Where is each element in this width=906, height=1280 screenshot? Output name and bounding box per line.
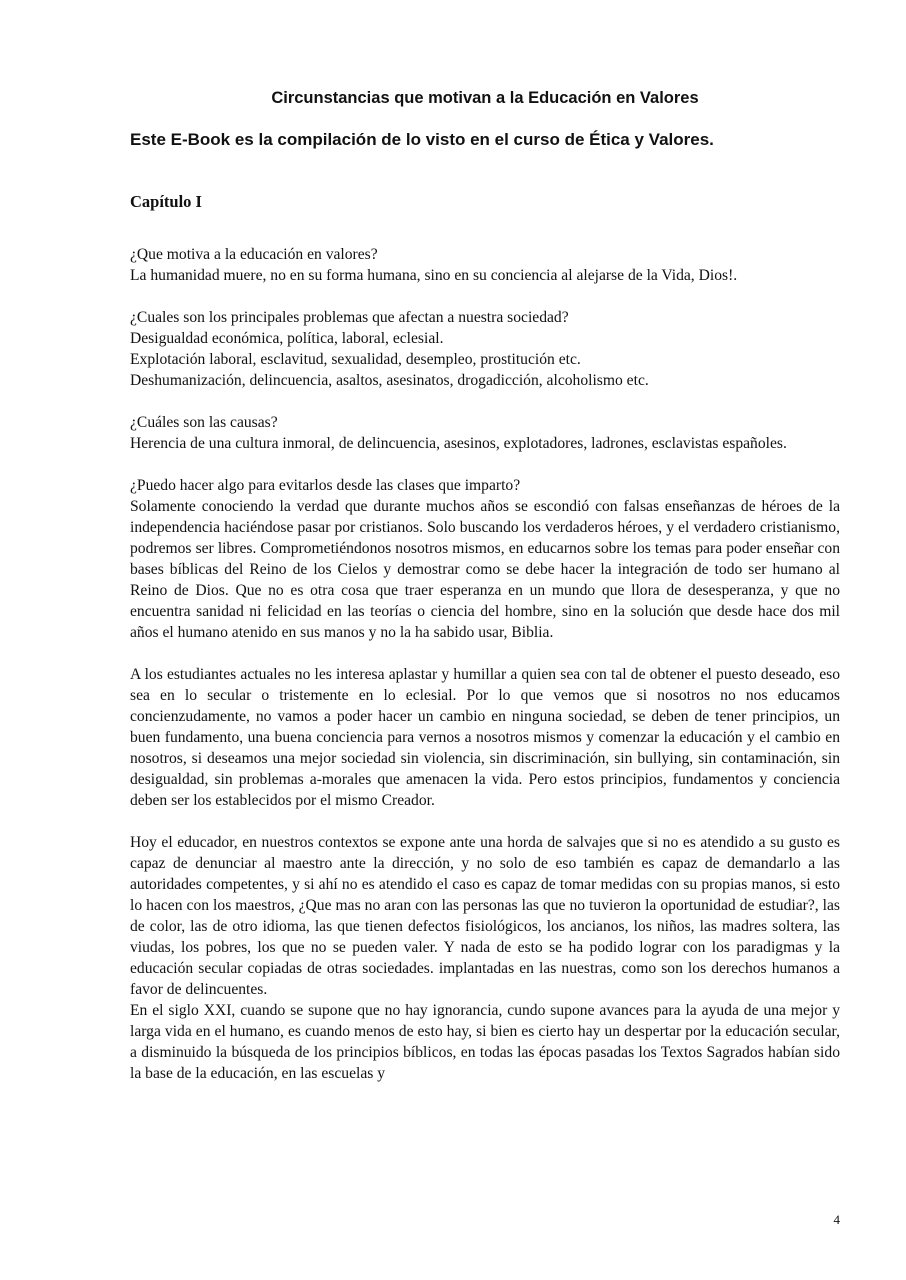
problem-line: Explotación laboral, esclavitud, sexualidad, desempleo, prostitución etc. <box>130 351 581 368</box>
qa-section-1 <box>130 244 840 286</box>
section-answer: La humanidad muere, no en su forma humana, sino en su conciencia al alejarse de la Vida, Dios!. <box>130 267 738 284</box>
section-question: ¿Puedo hacer algo para evitarlos desde las clases que imparto? <box>130 477 521 494</box>
section-question: ¿Que motiva a la educación en valores? <box>130 246 378 263</box>
problem-line: Deshumanización, delincuencia, asaltos, asesinatos, drogadicción, alcoholismo etc. <box>130 372 649 389</box>
body-paragraph: A los estudiantes actuales no les interesa aplastar y humillar a quien sea con tal de obtener el puesto deseado, eso sea en lo secular o tristemente en lo eclesial. Por lo que vemos que si nosotros no nos educamos concienzudamente, no vamos a poder hacer un cambio en ninguna sociedad, se deben de tener principios, un buen fundamento, una buena conciencia para vernos a nosotros mismos y comenzar la educación y el cambio en nosotros, si deseamos una mejor sociedad sin violencia, sin discriminación, sin bullying, sin contaminación, sin desigualdad, sin problemas a-morales que amenacen la vida. Pero estos principios, fundamentos y conciencia deben ser los establecidos por el mismo Creador. <box>130 666 840 809</box>
body-paragraph: Hoy el educador, en nuestros contextos se expone ante una horda de salvajes que si no es atendido a su gusto es capaz de denunciar al maestro ante la dirección, y no solo de eso también es capaz de demandarlo a las autoridades competentes, y si ahí no es atendido el caso es capaz de tomar medidas con su propias manos, si esto lo hacen con los maestros, ¿Que mas no aran con las personas las que no tuvieron la oportunidad de estudiar?, las de color, las de otro idioma, las que tienen defectos fisiológicos, los ancianos, los niños, las madres soltera, las viudas, los pobres, los que no se pueden valer. Y nada de esto se ha podido lograr con los paradigmas y la educación secular copiadas de otras sociedades. implantadas en las nuestras, como son los derechos humanos a favor de delincuentes. <box>130 834 840 998</box>
document-body <box>130 244 840 1084</box>
section-question: ¿Cuales son los principales problemas que afectan a nuestra sociedad? <box>130 309 569 326</box>
problem-line: Desigualdad económica, política, laboral, eclesial. <box>130 330 444 347</box>
section-answer: Solamente conociendo la verdad que durante muchos años se escondió con falsas enseñanzas de héroes de la independencia haciéndose pasar por cristianos. Solo buscando los verdaderos héroes, y el verdadero cristianismo, podremos ser libres. Comprometiéndonos nosotros mismos, en educarnos sobre los temas para poder enseñar con bases bíblicas del Reino de los Cielos y demostrar como se debe hacer la integración de todo ser humano al Reino de Dios. Que no es otra cosa que traer esperanza en un mundo que llora de desesperanza, y que no encuentra sanidad ni felicidad en las teorías o ciencia del hombre, sino en la solución que desde hace dos mil años el humano atenido en sus manos y no la ha sabido usar, Biblia. <box>130 498 840 641</box>
section-answer: Herencia de una cultura inmoral, de delincuencia, asesinos, explotadores, ladrones, esclavistas españoles. <box>130 435 787 452</box>
body-paragraph: En el siglo XXI, cuando se supone que no hay ignorancia, cundo supone avances para la ayuda de una mejor y larga vida en el humano, es cuando menos de esto hay, si bien es cierto hay un despertar por la educación secular, a disminuido la búsqueda de los principios bíblicos, en todas las épocas pasadas los Textos Sagrados habían sido la base de la educación, en las escuelas y <box>130 1002 840 1082</box>
page-number: 4 <box>833 1212 840 1227</box>
qa-section-4 <box>130 475 840 643</box>
document-title: Circunstancias que motivan a la Educación en Valores <box>271 89 699 107</box>
section-question: ¿Cuáles son las causas? <box>130 414 278 431</box>
qa-section-2 <box>130 307 840 391</box>
qa-section-3 <box>130 412 840 454</box>
document-subtitle: Este E-Book es la compilación de lo visto en el curso de Ética y Valores. <box>130 130 714 149</box>
chapter-heading: Capítulo I <box>130 192 202 211</box>
